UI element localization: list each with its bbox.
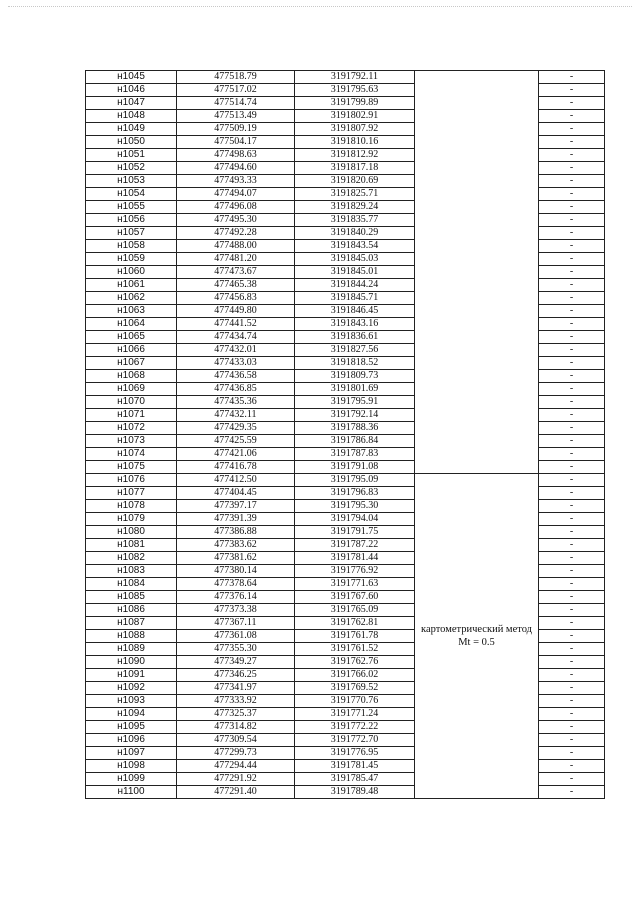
y-coordinate-cell: 3191795.09 bbox=[295, 474, 415, 487]
point-id-cell: н1100 bbox=[86, 786, 177, 799]
note-cell: - bbox=[539, 175, 605, 188]
note-cell: - bbox=[539, 344, 605, 357]
point-id-cell: н1082 bbox=[86, 552, 177, 565]
y-coordinate-cell: 3191789.48 bbox=[295, 786, 415, 799]
note-cell: - bbox=[539, 71, 605, 84]
x-coordinate-cell: 477349.27 bbox=[177, 656, 295, 669]
point-id-cell: н1069 bbox=[86, 383, 177, 396]
x-coordinate-cell: 477496.08 bbox=[177, 201, 295, 214]
point-id-cell: н1077 bbox=[86, 487, 177, 500]
point-id-cell: н1097 bbox=[86, 747, 177, 760]
point-id-cell: н1064 bbox=[86, 318, 177, 331]
x-coordinate-cell: 477517.02 bbox=[177, 84, 295, 97]
y-coordinate-cell: 3191827.56 bbox=[295, 344, 415, 357]
note-cell: - bbox=[539, 84, 605, 97]
y-coordinate-cell: 3191761.78 bbox=[295, 630, 415, 643]
point-id-cell: н1072 bbox=[86, 422, 177, 435]
x-coordinate-cell: 477386.88 bbox=[177, 526, 295, 539]
y-coordinate-cell: 3191818.52 bbox=[295, 357, 415, 370]
note-cell: - bbox=[539, 617, 605, 630]
y-coordinate-cell: 3191840.29 bbox=[295, 227, 415, 240]
note-cell: - bbox=[539, 682, 605, 695]
note-cell: - bbox=[539, 396, 605, 409]
x-coordinate-cell: 477481.20 bbox=[177, 253, 295, 266]
point-id-cell: н1068 bbox=[86, 370, 177, 383]
note-cell: - bbox=[539, 669, 605, 682]
note-cell: - bbox=[539, 162, 605, 175]
note-cell: - bbox=[539, 357, 605, 370]
y-coordinate-cell: 3191836.61 bbox=[295, 331, 415, 344]
note-cell: - bbox=[539, 201, 605, 214]
note-cell: - bbox=[539, 279, 605, 292]
x-coordinate-cell: 477432.01 bbox=[177, 344, 295, 357]
x-coordinate-cell: 477325.37 bbox=[177, 708, 295, 721]
y-coordinate-cell: 3191776.92 bbox=[295, 565, 415, 578]
point-id-cell: н1066 bbox=[86, 344, 177, 357]
y-coordinate-cell: 3191791.08 bbox=[295, 461, 415, 474]
note-cell: - bbox=[539, 435, 605, 448]
x-coordinate-cell: 477435.36 bbox=[177, 396, 295, 409]
point-id-cell: н1063 bbox=[86, 305, 177, 318]
y-coordinate-cell: 3191812.92 bbox=[295, 149, 415, 162]
note-cell: - bbox=[539, 409, 605, 422]
point-id-cell: н1099 bbox=[86, 773, 177, 786]
note-cell: - bbox=[539, 643, 605, 656]
point-id-cell: н1049 bbox=[86, 123, 177, 136]
x-coordinate-cell: 477425.59 bbox=[177, 435, 295, 448]
x-coordinate-cell: 477299.73 bbox=[177, 747, 295, 760]
x-coordinate-cell: 477416.78 bbox=[177, 461, 295, 474]
point-id-cell: н1078 bbox=[86, 500, 177, 513]
y-coordinate-cell: 3191787.83 bbox=[295, 448, 415, 461]
note-cell: - bbox=[539, 422, 605, 435]
point-id-cell: н1054 bbox=[86, 188, 177, 201]
y-coordinate-cell: 3191771.63 bbox=[295, 578, 415, 591]
note-cell: - bbox=[539, 695, 605, 708]
y-coordinate-cell: 3191846.45 bbox=[295, 305, 415, 318]
point-id-cell: н1050 bbox=[86, 136, 177, 149]
y-coordinate-cell: 3191787.22 bbox=[295, 539, 415, 552]
y-coordinate-cell: 3191810.16 bbox=[295, 136, 415, 149]
note-cell: - bbox=[539, 188, 605, 201]
x-coordinate-cell: 477493.33 bbox=[177, 175, 295, 188]
y-coordinate-cell: 3191762.76 bbox=[295, 656, 415, 669]
point-id-cell: н1065 bbox=[86, 331, 177, 344]
note-cell: - bbox=[539, 526, 605, 539]
y-coordinate-cell: 3191776.95 bbox=[295, 747, 415, 760]
point-id-cell: н1091 bbox=[86, 669, 177, 682]
point-id-cell: н1052 bbox=[86, 162, 177, 175]
point-id-cell: н1086 bbox=[86, 604, 177, 617]
note-cell: - bbox=[539, 266, 605, 279]
note-cell: - bbox=[539, 630, 605, 643]
y-coordinate-cell: 3191770.76 bbox=[295, 695, 415, 708]
note-cell: - bbox=[539, 149, 605, 162]
y-coordinate-cell: 3191792.14 bbox=[295, 409, 415, 422]
point-id-cell: н1056 bbox=[86, 214, 177, 227]
note-cell: - bbox=[539, 305, 605, 318]
note-cell: - bbox=[539, 500, 605, 513]
x-coordinate-cell: 477380.14 bbox=[177, 565, 295, 578]
point-id-cell: н1089 bbox=[86, 643, 177, 656]
y-coordinate-cell: 3191843.54 bbox=[295, 240, 415, 253]
point-id-cell: н1059 bbox=[86, 253, 177, 266]
x-coordinate-cell: 477492.28 bbox=[177, 227, 295, 240]
point-id-cell: н1061 bbox=[86, 279, 177, 292]
x-coordinate-cell: 477432.11 bbox=[177, 409, 295, 422]
note-cell: - bbox=[539, 591, 605, 604]
x-coordinate-cell: 477412.50 bbox=[177, 474, 295, 487]
note-cell: - bbox=[539, 734, 605, 747]
x-coordinate-cell: 477456.83 bbox=[177, 292, 295, 305]
note-cell: - bbox=[539, 136, 605, 149]
point-id-cell: н1090 bbox=[86, 656, 177, 669]
note-cell: - bbox=[539, 786, 605, 799]
point-id-cell: н1076 bbox=[86, 474, 177, 487]
note-cell: - bbox=[539, 97, 605, 110]
note-cell: - bbox=[539, 123, 605, 136]
y-coordinate-cell: 3191829.24 bbox=[295, 201, 415, 214]
y-coordinate-cell: 3191795.63 bbox=[295, 84, 415, 97]
y-coordinate-cell: 3191781.44 bbox=[295, 552, 415, 565]
y-coordinate-cell: 3191786.84 bbox=[295, 435, 415, 448]
x-coordinate-cell: 477291.92 bbox=[177, 773, 295, 786]
point-id-cell: н1048 bbox=[86, 110, 177, 123]
point-id-cell: н1060 bbox=[86, 266, 177, 279]
coordinates-table bbox=[85, 70, 605, 799]
point-id-cell: н1096 bbox=[86, 734, 177, 747]
table-row bbox=[86, 474, 605, 487]
x-coordinate-cell: 477333.92 bbox=[177, 695, 295, 708]
x-coordinate-cell: 477433.03 bbox=[177, 357, 295, 370]
note-cell: - bbox=[539, 578, 605, 591]
x-coordinate-cell: 477436.85 bbox=[177, 383, 295, 396]
note-cell: - bbox=[539, 474, 605, 487]
y-coordinate-cell: 3191820.69 bbox=[295, 175, 415, 188]
y-coordinate-cell: 3191761.52 bbox=[295, 643, 415, 656]
point-id-cell: н1070 bbox=[86, 396, 177, 409]
table-row bbox=[86, 71, 605, 84]
method-cell-empty bbox=[415, 71, 539, 474]
y-coordinate-cell: 3191845.03 bbox=[295, 253, 415, 266]
point-id-cell: н1085 bbox=[86, 591, 177, 604]
note-cell: - bbox=[539, 747, 605, 760]
y-coordinate-cell: 3191801.69 bbox=[295, 383, 415, 396]
x-coordinate-cell: 477355.30 bbox=[177, 643, 295, 656]
x-coordinate-cell: 477465.38 bbox=[177, 279, 295, 292]
x-coordinate-cell: 477494.07 bbox=[177, 188, 295, 201]
point-id-cell: н1093 bbox=[86, 695, 177, 708]
point-id-cell: н1062 bbox=[86, 292, 177, 305]
point-id-cell: н1053 bbox=[86, 175, 177, 188]
x-coordinate-cell: 477498.63 bbox=[177, 149, 295, 162]
y-coordinate-cell: 3191845.01 bbox=[295, 266, 415, 279]
x-coordinate-cell: 477436.58 bbox=[177, 370, 295, 383]
note-cell: - bbox=[539, 487, 605, 500]
y-coordinate-cell: 3191807.92 bbox=[295, 123, 415, 136]
note-cell: - bbox=[539, 292, 605, 305]
y-coordinate-cell: 3191785.47 bbox=[295, 773, 415, 786]
y-coordinate-cell: 3191772.70 bbox=[295, 734, 415, 747]
x-coordinate-cell: 477449.80 bbox=[177, 305, 295, 318]
point-id-cell: н1095 bbox=[86, 721, 177, 734]
y-coordinate-cell: 3191796.83 bbox=[295, 487, 415, 500]
note-cell: - bbox=[539, 539, 605, 552]
note-cell: - bbox=[539, 383, 605, 396]
x-coordinate-cell: 477429.35 bbox=[177, 422, 295, 435]
note-cell: - bbox=[539, 253, 605, 266]
x-coordinate-cell: 477518.79 bbox=[177, 71, 295, 84]
y-coordinate-cell: 3191795.91 bbox=[295, 396, 415, 409]
point-id-cell: н1071 bbox=[86, 409, 177, 422]
x-coordinate-cell: 477341.97 bbox=[177, 682, 295, 695]
y-coordinate-cell: 3191843.16 bbox=[295, 318, 415, 331]
x-coordinate-cell: 477391.39 bbox=[177, 513, 295, 526]
note-cell: - bbox=[539, 513, 605, 526]
x-coordinate-cell: 477309.54 bbox=[177, 734, 295, 747]
y-coordinate-cell: 3191765.09 bbox=[295, 604, 415, 617]
scan-artifact-line bbox=[8, 6, 632, 9]
x-coordinate-cell: 477367.11 bbox=[177, 617, 295, 630]
point-id-cell: н1080 bbox=[86, 526, 177, 539]
x-coordinate-cell: 477514.74 bbox=[177, 97, 295, 110]
note-cell: - bbox=[539, 565, 605, 578]
point-id-cell: н1045 bbox=[86, 71, 177, 84]
y-coordinate-cell: 3191772.22 bbox=[295, 721, 415, 734]
note-cell: - bbox=[539, 331, 605, 344]
point-id-cell: н1073 bbox=[86, 435, 177, 448]
x-coordinate-cell: 477291.40 bbox=[177, 786, 295, 799]
x-coordinate-cell: 477381.62 bbox=[177, 552, 295, 565]
y-coordinate-cell: 3191766.02 bbox=[295, 669, 415, 682]
y-coordinate-cell: 3191845.71 bbox=[295, 292, 415, 305]
x-coordinate-cell: 477488.00 bbox=[177, 240, 295, 253]
y-coordinate-cell: 3191809.73 bbox=[295, 370, 415, 383]
note-cell: - bbox=[539, 240, 605, 253]
point-id-cell: н1046 bbox=[86, 84, 177, 97]
y-coordinate-cell: 3191792.11 bbox=[295, 71, 415, 84]
point-id-cell: н1087 bbox=[86, 617, 177, 630]
x-coordinate-cell: 477346.25 bbox=[177, 669, 295, 682]
point-id-cell: н1092 bbox=[86, 682, 177, 695]
x-coordinate-cell: 477434.74 bbox=[177, 331, 295, 344]
y-coordinate-cell: 3191791.75 bbox=[295, 526, 415, 539]
x-coordinate-cell: 477361.08 bbox=[177, 630, 295, 643]
note-cell: - bbox=[539, 552, 605, 565]
point-id-cell: н1081 bbox=[86, 539, 177, 552]
x-coordinate-cell: 477314.82 bbox=[177, 721, 295, 734]
y-coordinate-cell: 3191781.45 bbox=[295, 760, 415, 773]
x-coordinate-cell: 477404.45 bbox=[177, 487, 295, 500]
x-coordinate-cell: 477373.38 bbox=[177, 604, 295, 617]
point-id-cell: н1067 bbox=[86, 357, 177, 370]
x-coordinate-cell: 477421.06 bbox=[177, 448, 295, 461]
point-id-cell: н1084 bbox=[86, 578, 177, 591]
x-coordinate-cell: 477473.67 bbox=[177, 266, 295, 279]
y-coordinate-cell: 3191817.18 bbox=[295, 162, 415, 175]
point-id-cell: н1094 bbox=[86, 708, 177, 721]
method-cell: картометрический метод Mt = 0.5 bbox=[415, 474, 539, 799]
x-coordinate-cell: 477441.52 bbox=[177, 318, 295, 331]
point-id-cell: н1075 bbox=[86, 461, 177, 474]
point-id-cell: н1051 bbox=[86, 149, 177, 162]
note-cell: - bbox=[539, 110, 605, 123]
y-coordinate-cell: 3191762.81 bbox=[295, 617, 415, 630]
x-coordinate-cell: 477513.49 bbox=[177, 110, 295, 123]
point-id-cell: н1058 bbox=[86, 240, 177, 253]
x-coordinate-cell: 477504.17 bbox=[177, 136, 295, 149]
point-id-cell: н1057 bbox=[86, 227, 177, 240]
note-cell: - bbox=[539, 461, 605, 474]
point-id-cell: н1074 bbox=[86, 448, 177, 461]
x-coordinate-cell: 477383.62 bbox=[177, 539, 295, 552]
x-coordinate-cell: 477376.14 bbox=[177, 591, 295, 604]
point-id-cell: н1047 bbox=[86, 97, 177, 110]
y-coordinate-cell: 3191835.77 bbox=[295, 214, 415, 227]
point-id-cell: н1083 bbox=[86, 565, 177, 578]
note-cell: - bbox=[539, 318, 605, 331]
x-coordinate-cell: 477397.17 bbox=[177, 500, 295, 513]
x-coordinate-cell: 477509.19 bbox=[177, 123, 295, 136]
x-coordinate-cell: 477294.44 bbox=[177, 760, 295, 773]
note-cell: - bbox=[539, 604, 605, 617]
x-coordinate-cell: 477378.64 bbox=[177, 578, 295, 591]
y-coordinate-cell: 3191799.89 bbox=[295, 97, 415, 110]
note-cell: - bbox=[539, 656, 605, 669]
note-cell: - bbox=[539, 227, 605, 240]
point-id-cell: н1055 bbox=[86, 201, 177, 214]
y-coordinate-cell: 3191771.24 bbox=[295, 708, 415, 721]
x-coordinate-cell: 477495.30 bbox=[177, 214, 295, 227]
note-cell: - bbox=[539, 721, 605, 734]
point-id-cell: н1098 bbox=[86, 760, 177, 773]
y-coordinate-cell: 3191794.04 bbox=[295, 513, 415, 526]
note-cell: - bbox=[539, 448, 605, 461]
point-id-cell: н1088 bbox=[86, 630, 177, 643]
note-cell: - bbox=[539, 214, 605, 227]
x-coordinate-cell: 477494.60 bbox=[177, 162, 295, 175]
y-coordinate-cell: 3191802.91 bbox=[295, 110, 415, 123]
y-coordinate-cell: 3191769.52 bbox=[295, 682, 415, 695]
note-cell: - bbox=[539, 760, 605, 773]
y-coordinate-cell: 3191825.71 bbox=[295, 188, 415, 201]
note-cell: - bbox=[539, 370, 605, 383]
y-coordinate-cell: 3191767.60 bbox=[295, 591, 415, 604]
coordinates-table-body bbox=[86, 71, 605, 799]
point-id-cell: н1079 bbox=[86, 513, 177, 526]
note-cell: - bbox=[539, 773, 605, 786]
y-coordinate-cell: 3191844.24 bbox=[295, 279, 415, 292]
note-cell: - bbox=[539, 708, 605, 721]
y-coordinate-cell: 3191795.30 bbox=[295, 500, 415, 513]
y-coordinate-cell: 3191788.36 bbox=[295, 422, 415, 435]
